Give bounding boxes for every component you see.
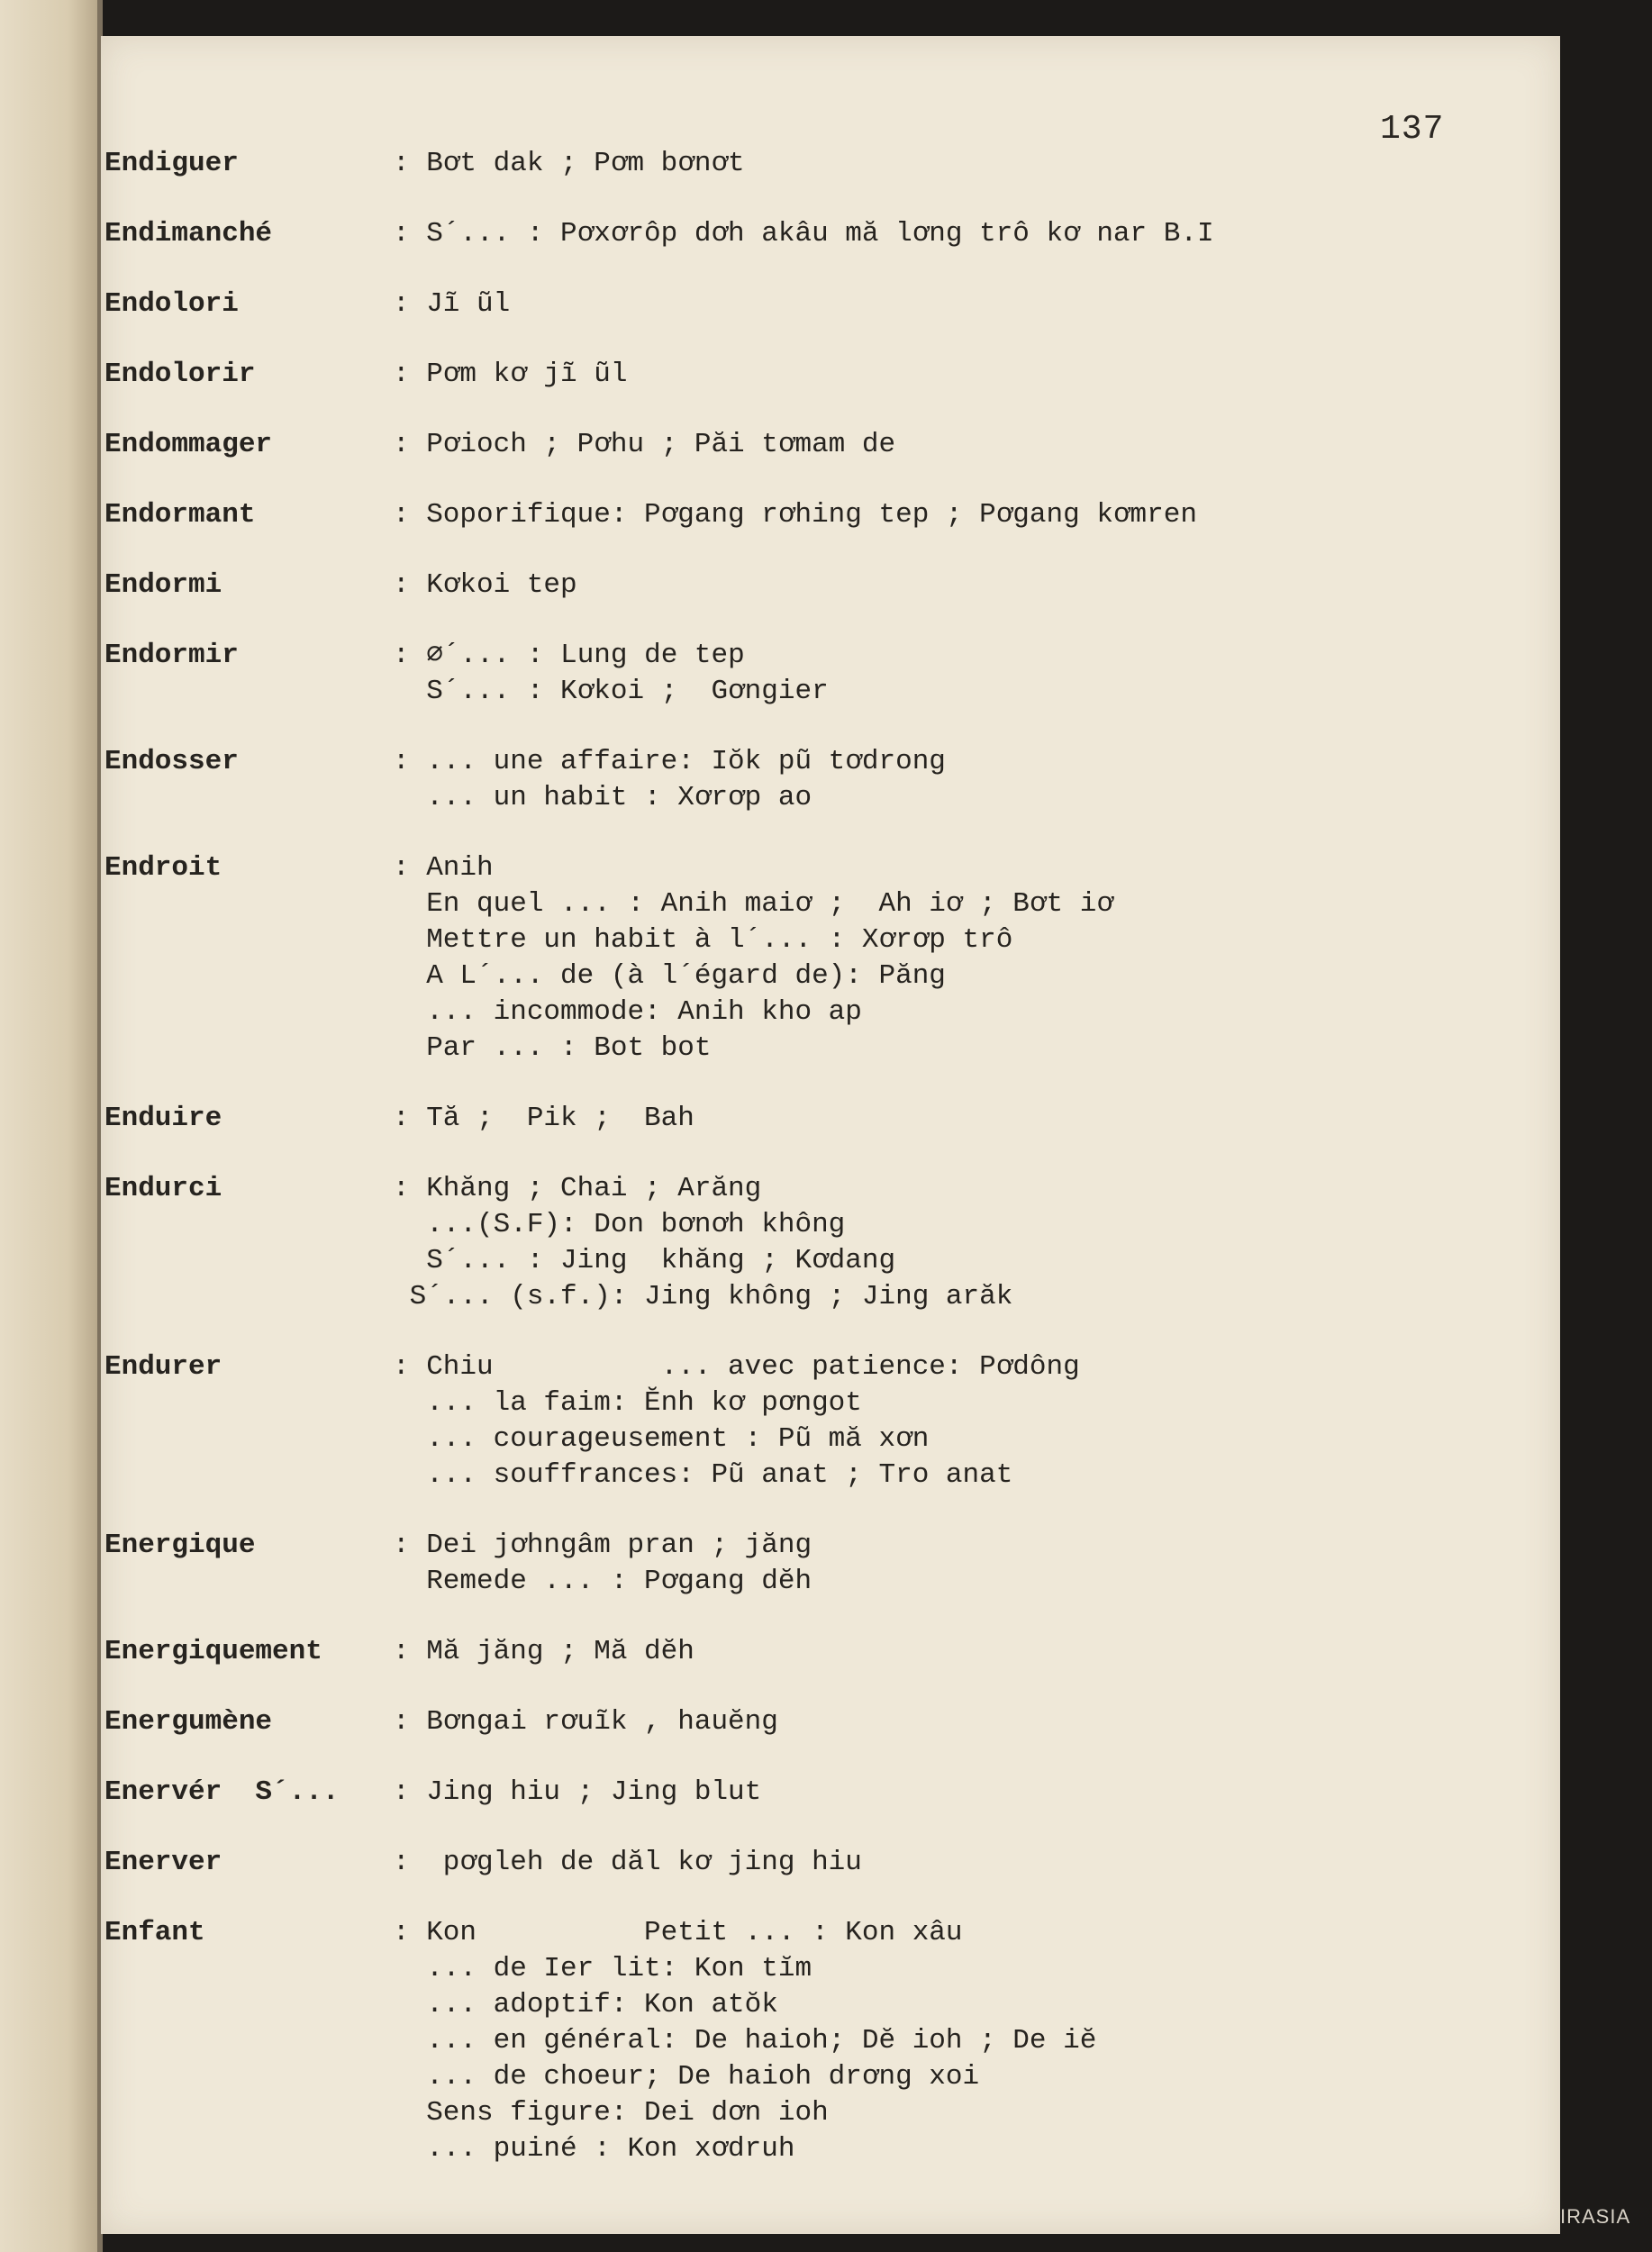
entry-definitions bbox=[393, 638, 1510, 710]
definition-line: : ∅´... : Lung de tep bbox=[393, 640, 745, 671]
definition-line: : Jing hiu ; Jing blut bbox=[393, 1776, 762, 1808]
definition-line: : Bơngai rơuĩk , hauĕng bbox=[393, 1706, 778, 1738]
dictionary-entry bbox=[104, 146, 1510, 182]
entry-definitions bbox=[393, 1704, 1510, 1740]
entry-term: Energiquement bbox=[104, 1636, 322, 1667]
entry-definitions bbox=[393, 1528, 1510, 1600]
definition-line: : Pơioch ; Pơhu ; Păi tơmam de bbox=[393, 429, 896, 460]
definition-line: : ... une affaire: Iŏk pũ tơdrong bbox=[393, 746, 946, 777]
definition-line: : Dei jơhngâm pran ; jăng bbox=[393, 1530, 812, 1561]
definition-line: ... incommode: Anih kho ap bbox=[393, 996, 862, 1028]
definition-line: : Mă jăng ; Mă dĕh bbox=[393, 1636, 694, 1667]
definition-line: ... souffrances: Pũ anat ; Tro anat bbox=[393, 1459, 1013, 1491]
entry-term: Endormant bbox=[104, 499, 256, 531]
definition-line: Sens figure: Dei dơn ioh bbox=[393, 2097, 829, 2129]
definition-line: ... puiné : Kon xơdruh bbox=[393, 2133, 795, 2165]
entry-term: Enervér S´... bbox=[104, 1776, 340, 1808]
definition-line: ...(S.F): Don bơnơh không bbox=[393, 1209, 846, 1240]
entry-definitions bbox=[393, 357, 1510, 393]
entry-term: Endormi bbox=[104, 569, 222, 601]
entry-term: Endolori bbox=[104, 288, 239, 320]
definition-line: Par ... : Bot bot bbox=[393, 1032, 712, 1064]
entry-term: Endommager bbox=[104, 429, 273, 460]
dictionary-entry bbox=[104, 427, 1510, 463]
definition-line: S´... : Kơkoi ; Gơngier bbox=[393, 676, 829, 707]
definition-line: En quel ... : Anih maiơ ; Ah iơ ; Bơt iơ bbox=[393, 888, 1113, 920]
dictionary-entry bbox=[104, 1915, 1510, 2167]
entry-term: Enfant bbox=[104, 1917, 205, 1948]
definition-line: : Anih bbox=[393, 852, 494, 884]
definition-line: ... en général: De haioh; Dĕ ioh ; De iĕ bbox=[393, 2025, 1097, 2057]
dictionary-entry bbox=[104, 216, 1510, 252]
previous-page-edge bbox=[0, 0, 97, 2252]
dictionary-entry bbox=[104, 1349, 1510, 1494]
definition-line: : Kon Petit ... : Kon xâu bbox=[393, 1917, 963, 1948]
entry-definitions bbox=[393, 850, 1510, 1067]
definition-line: : Khăng ; Chai ; Arăng bbox=[393, 1173, 762, 1204]
entry-term: Energique bbox=[104, 1530, 256, 1561]
dictionary-entry bbox=[104, 1634, 1510, 1670]
entry-term: Endimanché bbox=[104, 218, 273, 250]
entry-definitions bbox=[393, 286, 1510, 322]
definition-line: : Soporifique: Pơgang rơhing tep ; Pơgang kơmren bbox=[393, 499, 1197, 531]
definition-line: ... un habit : Xơrơp ao bbox=[393, 782, 812, 813]
entry-term: Endiguer bbox=[104, 148, 239, 179]
entry-definitions bbox=[393, 216, 1510, 252]
dictionary-entry bbox=[104, 744, 1510, 816]
entry-definitions bbox=[393, 744, 1510, 816]
definition-line: S´... : Jing khăng ; Kơdang bbox=[393, 1245, 896, 1276]
dictionary-entry bbox=[104, 286, 1510, 322]
dictionary-entry bbox=[104, 497, 1510, 533]
dictionary-entry bbox=[104, 568, 1510, 604]
entry-term: Endurer bbox=[104, 1351, 222, 1383]
dictionary-entry bbox=[104, 638, 1510, 710]
dictionary-entry bbox=[104, 1704, 1510, 1740]
definition-line: ... courageusement : Pũ mă xơn bbox=[393, 1423, 930, 1455]
dictionary-entry bbox=[104, 850, 1510, 1067]
definition-line: : Pơm kơ jĩ ũl bbox=[393, 359, 628, 390]
definition-line: S´... (s.f.): Jing không ; Jing arăk bbox=[393, 1281, 1013, 1312]
definition-line: : Tă ; Pik ; Bah bbox=[393, 1103, 694, 1134]
definition-line: ... de choeur; De haioh drơng xoi bbox=[393, 2061, 980, 2093]
entry-term: Enduire bbox=[104, 1103, 222, 1134]
entry-definitions bbox=[393, 146, 1510, 182]
dictionary-entry bbox=[104, 1101, 1510, 1137]
entry-definitions bbox=[393, 1775, 1510, 1811]
entry-term: Enerver bbox=[104, 1847, 222, 1878]
dictionary-entry bbox=[104, 1171, 1510, 1315]
definition-line: Remede ... : Pơgang dĕh bbox=[393, 1566, 812, 1597]
definition-line: ... adoptif: Kon atŏk bbox=[393, 1989, 778, 2020]
entry-term: Endolorir bbox=[104, 359, 256, 390]
definition-line: : Chiu ... avec patience: Pơdông bbox=[393, 1351, 1080, 1383]
dictionary-entry bbox=[104, 357, 1510, 393]
dictionary-entry bbox=[104, 1845, 1510, 1881]
entry-definitions bbox=[393, 1915, 1510, 2167]
entry-definitions bbox=[393, 1349, 1510, 1494]
definition-line: : S´... : Pơxơrôp dơh akâu mă lơng trô kơ nar B.I bbox=[393, 218, 1214, 250]
entry-definitions bbox=[393, 427, 1510, 463]
definition-line: : Kơkoi tep bbox=[393, 569, 577, 601]
entry-term: Endosser bbox=[104, 746, 239, 777]
entry-definitions bbox=[393, 1845, 1510, 1881]
dictionary-entry bbox=[104, 1775, 1510, 1811]
page-number: 137 bbox=[1380, 110, 1445, 149]
definition-line: ... la faim: Ĕnh kơ pơngot bbox=[393, 1387, 862, 1419]
entry-definitions bbox=[393, 1634, 1510, 1670]
entry-term: Energumène bbox=[104, 1706, 273, 1738]
definition-line: ... de Ier lit: Kon tĭm bbox=[393, 1953, 812, 1984]
watermark: IRASIA bbox=[1560, 2205, 1631, 2228]
definition-line: A L´... de (à l´égard de): Păng bbox=[393, 960, 946, 992]
entry-term: Endurci bbox=[104, 1173, 222, 1204]
entry-definitions bbox=[393, 568, 1510, 604]
entry-definitions bbox=[393, 1101, 1510, 1137]
dictionary-entry bbox=[104, 1528, 1510, 1600]
entry-term: Endroit bbox=[104, 852, 222, 884]
definition-line: Mettre un habit à l´... : Xơrơp trô bbox=[393, 924, 1013, 956]
dictionary-entries bbox=[104, 146, 1510, 2202]
entry-definitions bbox=[393, 1171, 1510, 1315]
entry-definitions bbox=[393, 497, 1510, 533]
definition-line: : Jĩ ũl bbox=[393, 288, 511, 320]
definition-line: : Bơt dak ; Pơm bơnơt bbox=[393, 148, 745, 179]
entry-term: Endormir bbox=[104, 640, 239, 671]
definition-line: : pơgleh de dăl kơ jing hiu bbox=[393, 1847, 862, 1878]
